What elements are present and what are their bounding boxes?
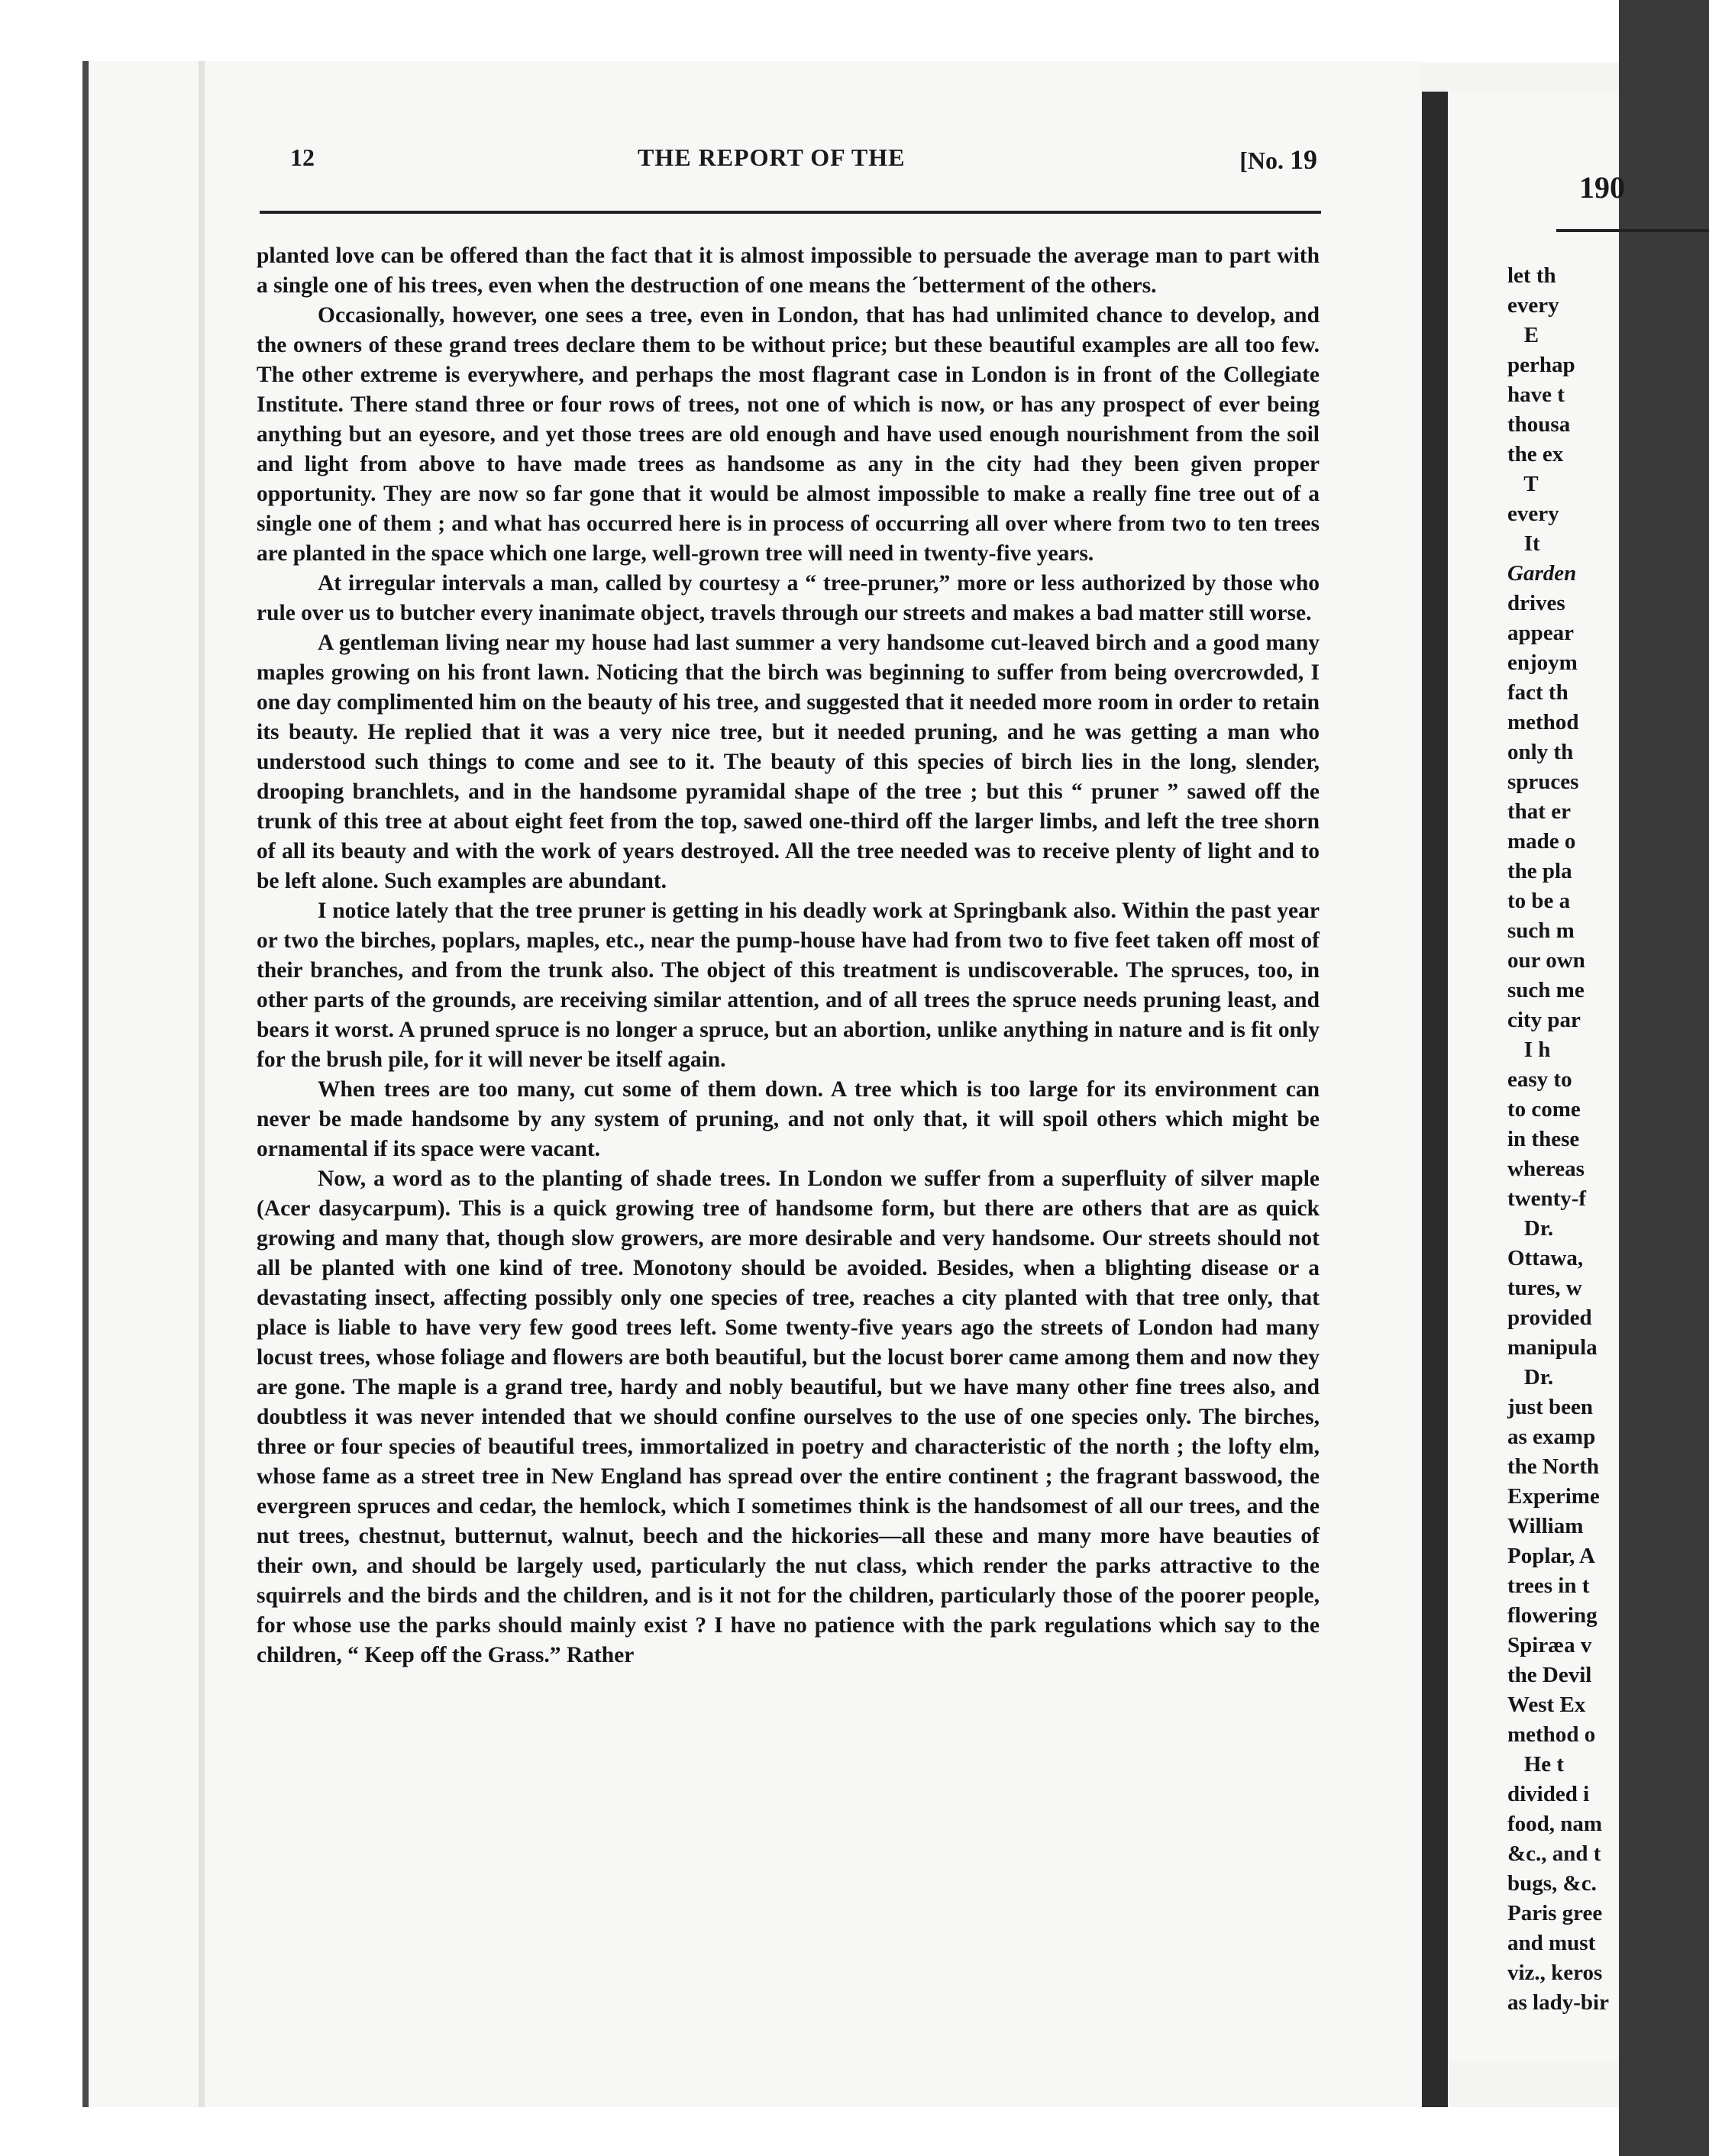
right-page-line: Ottawa, — [1507, 1246, 1584, 1270]
right-page-header: 190 — [1579, 170, 1625, 205]
right-page-line: He t — [1507, 1752, 1565, 1777]
right-page-line: made o — [1507, 829, 1576, 854]
right-page-line: T — [1507, 472, 1539, 496]
right-page-line: &c., and t — [1507, 1841, 1601, 1866]
right-page-line: I h — [1507, 1038, 1551, 1062]
right-page-line: provided — [1507, 1306, 1592, 1330]
right-page-text — [1507, 261, 1609, 2018]
paragraph: planted love can be offered than the fact that it is almost impossible to persuade the average man to part with a single one of his trees, even when the destruction of one means the ˊbetterment of the others. — [257, 244, 1320, 298]
right-page-line: West Ex — [1507, 1693, 1586, 1717]
right-page — [1448, 92, 1625, 2061]
right-page-line: such m — [1507, 918, 1575, 943]
bottom-margin — [0, 2107, 1619, 2156]
right-page-line: as lady-bir — [1507, 1990, 1609, 2015]
right-page-line: E — [1507, 323, 1539, 347]
top-margin — [0, 0, 1619, 63]
paragraph: At irregular intervals a man, called by courtesy a “ tree-pruner,” more or less authorized by those who rule over us to butcher every inanimate object, travels through our streets and makes a bad matter still worse. — [257, 571, 1320, 625]
right-page-line: whereas — [1507, 1157, 1585, 1181]
right-page-line: divided i — [1507, 1782, 1590, 1806]
right-page-line: the pla — [1507, 859, 1572, 883]
paragraph: I notice lately that the tree pruner is getting in his deadly work at Springbank also. Within the past year or two the birches, poplars, maples, etc., near the pump-house have had from two to five feet taken off most of their branches, and from the trunk also. The object of this treatment is undiscoverable. The spruces, too, in other parts of the grounds, are receiving similar attention, and of all trees the spruce needs pruning least, and bears it worst. A pruned spruce is no longer a spruce, but an abortion, unlike anything in nature and is fit only for the brush pile, for it will never be itself again. — [257, 899, 1320, 1072]
right-page-line: It — [1507, 531, 1540, 556]
header-rule — [260, 211, 1321, 214]
right-page-line: our own — [1507, 948, 1585, 973]
report-number — [1239, 144, 1317, 176]
right-page-line: the ex — [1507, 442, 1564, 466]
right-page-line: easy to — [1507, 1067, 1572, 1092]
right-page-line: such me — [1507, 978, 1585, 1002]
left-margin — [0, 0, 84, 2156]
right-page-line: thousa — [1507, 412, 1571, 437]
right-page-line: and must — [1507, 1931, 1596, 1955]
right-page-line: fact th — [1507, 680, 1568, 705]
page-binding-shadow — [199, 61, 205, 2107]
right-page-line: Garden — [1507, 561, 1577, 586]
right-page-line: enjoym — [1507, 650, 1578, 675]
right-page-line: tures, w — [1507, 1276, 1582, 1300]
right-page-line: manipula — [1507, 1335, 1598, 1360]
right-page-line: Spiræa v — [1507, 1633, 1592, 1657]
paragraph: When trees are too many, cut some of them down. A tree which is too large for its environment can never be made handsome by any system of pruning, and not only that, it will spoil others which might be ornamental if its space were vacant. — [257, 1077, 1320, 1161]
right-page-line: to come — [1507, 1097, 1581, 1122]
right-page-line: every — [1507, 502, 1559, 526]
right-page-line: spruces — [1507, 770, 1579, 794]
right-page-line: twenty-f — [1507, 1186, 1587, 1211]
page-left-edge — [82, 61, 89, 2107]
body-text — [257, 241, 1320, 1670]
right-page-line: Paris gree — [1507, 1901, 1603, 1925]
page-number: 12 — [290, 144, 315, 171]
right-page-line: appear — [1507, 621, 1574, 645]
right-page-line: Dr. — [1507, 1365, 1554, 1389]
right-page-line: Experime — [1507, 1484, 1600, 1509]
right-page-rule — [1556, 229, 1709, 232]
right-page-line: William — [1507, 1514, 1584, 1538]
paragraph: A gentleman living near my house had last summer a very handsome cut-leaved birch and a good many maples growing on his front lawn. Noticing that the birch was beginning to suffer from being overcrowded, I one day complimented him on the beauty of his tree, and suggested that it needed more room in order to retain its beauty. He replied that it was a very nice tree, but it needed pruning, and he was getting a man who understood such things to come and see to it. The beauty of this species of birch lies in the long, slender, drooping branchlets, and in the handsome pyramidal shape of the tree ; but this “ pruner ” sawed off the trunk of this tree at about eight feet from the top, sawed one-third off the larger limbs, and left the tree shorn of all its beauty and with the work of years destroyed. All the tree needed was to receive plenty of light and to be left alone. Such examples are abundant. — [257, 631, 1320, 893]
right-page-line: the Devil — [1507, 1663, 1592, 1687]
report-number-value: 19 — [1290, 144, 1317, 175]
right-page-line: flowering — [1507, 1603, 1598, 1628]
right-page-line: only th — [1507, 740, 1574, 764]
right-page-line: city par — [1507, 1008, 1581, 1032]
right-page-line: have t — [1507, 382, 1565, 407]
page-header — [290, 144, 1317, 189]
right-page-line: Dr. — [1507, 1216, 1554, 1241]
right-page-line: to be a — [1507, 889, 1571, 913]
right-page-line: method — [1507, 710, 1579, 734]
right-page-line: Poplar, A — [1507, 1544, 1595, 1568]
right-page-line: perhap — [1507, 353, 1575, 377]
right-page-line: drives — [1507, 591, 1565, 615]
right-page-line: bugs, &c. — [1507, 1871, 1597, 1896]
right-page-line: in these — [1507, 1127, 1580, 1151]
paragraph: Now, a word as to the planting of shade trees. In London we suffer from a superfluity of silver maple (Acer dasycarpum). This is a quick growing tree of handsome form, but there are others that are as quick growing and many that, though slow growers, are more desirable and very handsome. Our streets should not all be planted with one kind of tree. Monotony should be avoided. Besides, when a blighting disease or a devastating insect, affecting possibly only one species of tree, reaches a city planted with that tree only, that place is liable to have very few good trees left. Some twenty-five years ago the streets of London had many locust trees, whose foliage and flowers are both beautiful, but the locust borer came among them and now they are gone. The maple is a grand tree, hardy and nobly beautiful, but we have many other fine trees also, and doubtless it was never intended that we should confine ourselves to the use of one species only. The birches, three or four species of beautiful trees, immortalized in poetry and characteristic of the north ; the lofty elm, whose fame as a street tree in New England has spread over the entire continent ; the fragrant basswood, the evergreen spruces and cedar, the hemlock, which I sometimes think is the handsomest of all our trees, and the nut trees, chestnut, butternut, walnut, beech and the hickories—all these and many more have beauties of their own, and should be largely used, particularly the nut class, which render the parks attractive to the squirrels and the birds and the children, and is it not for the children, particularly those of the poorer people, for whose use the parks should mainly exist ? I have no patience with the park regulations which say to the children, “ Keep off the Grass.” Rather — [257, 1167, 1320, 1667]
running-title: THE REPORT OF THE — [638, 144, 906, 171]
book-gutter — [1422, 92, 1448, 2107]
right-page-line: just been — [1507, 1395, 1593, 1419]
paragraph: Occasionally, however, one sees a tree, even in London, that has had unlimited chance to develop, and the owners of these grand trees declare them to be without price; but these beautiful examples are all too few. The other extreme is everywhere, and perhaps the most flagrant case in London is in front of the Collegiate Institute. There stand three or four rows of trees, not one of which is now, or has any prospect of ever being anything but an eyesore, and yet those trees are old enough and have used enough nourishment from the soil and light from above to have made trees as handsome as any in the city had they been given proper opportunity. They are now so far gone that it would be almost impossible to make a really fine tree out of a single one of them ; and what has occurred here is in process of occurring all over where from two to ten trees are planted in the space which one large, well-grown tree will need in twenty-five years. — [257, 303, 1320, 566]
right-page-line: food, nam — [1507, 1812, 1603, 1836]
right-page-line: method o — [1507, 1722, 1596, 1747]
right-page-line: viz., keros — [1507, 1961, 1603, 1985]
right-page-line: that er — [1507, 799, 1571, 824]
right-page-line: the North — [1507, 1454, 1600, 1479]
right-page-line: let th — [1507, 263, 1556, 288]
report-number-prefix: [No. — [1239, 147, 1284, 174]
right-page-line: every — [1507, 293, 1559, 318]
right-page-line: as examp — [1507, 1425, 1596, 1449]
right-page-line: trees in t — [1507, 1573, 1590, 1598]
